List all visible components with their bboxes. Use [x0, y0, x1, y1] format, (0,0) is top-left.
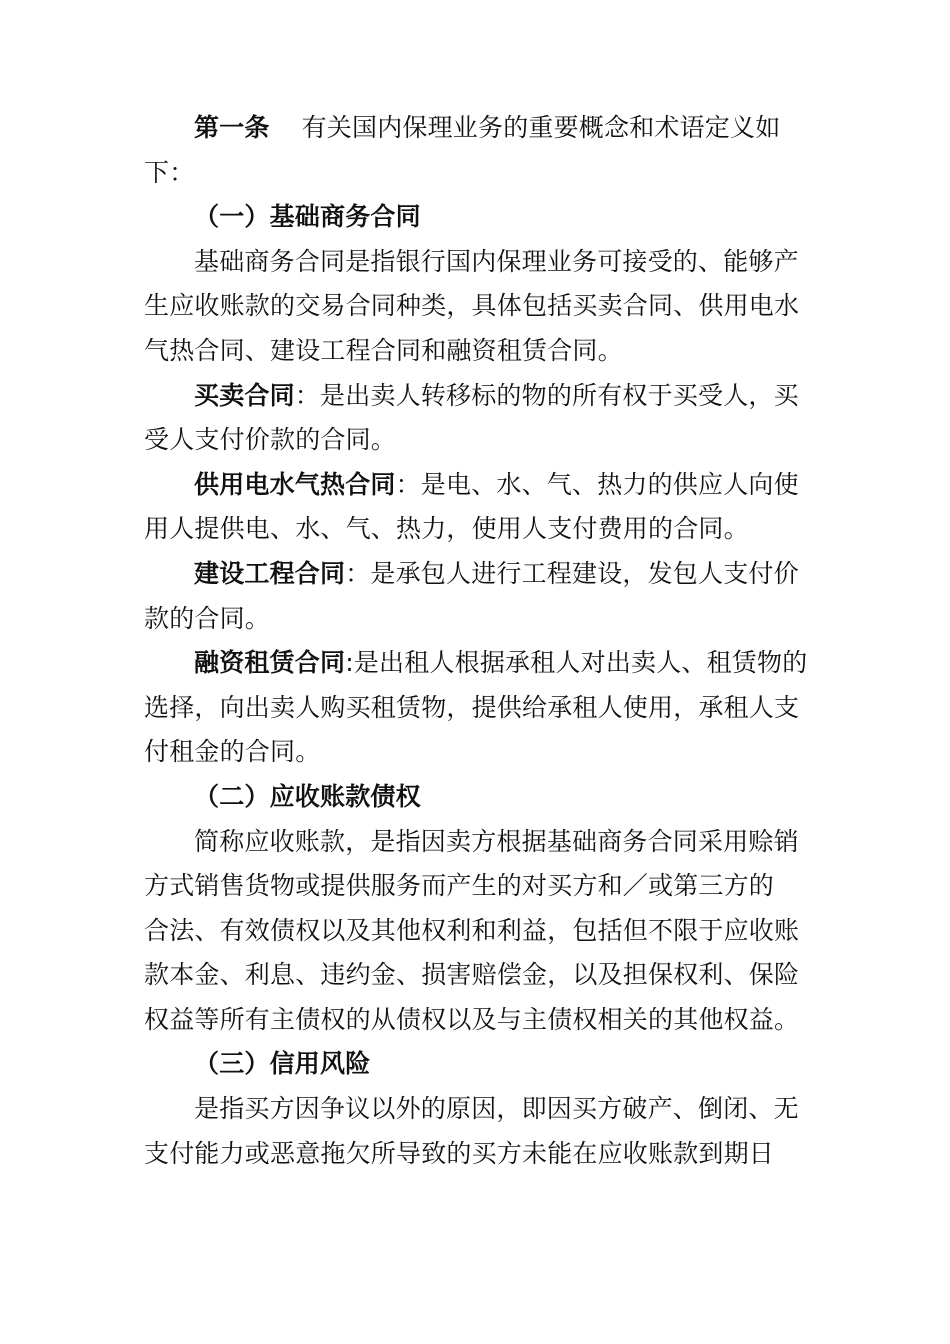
body-text: ：是电、水、气、热力的供应人向使: [395, 469, 799, 499]
bold-term: 第一条: [194, 113, 270, 142]
document-line: [144, 507, 844, 552]
bold-term: 供用电水气热合同: [194, 469, 396, 499]
document-line: [144, 686, 844, 731]
document-line: [144, 151, 844, 196]
document-body: [144, 106, 844, 1176]
bold-term: 买卖合同: [194, 380, 295, 410]
body-text: 付租金的合同。: [144, 737, 321, 767]
document-line: [144, 552, 844, 597]
body-text: 是指买方因争议以外的原因，即因买方破产、倒闭、无: [194, 1094, 799, 1124]
document-line: [144, 909, 844, 954]
body-text: 合法、有效债权以及其他权利和利益，包括但不限于应收账: [144, 915, 800, 945]
body-text: 选择，向出卖人购买租赁物，提供给承租人使用，承租人支: [144, 692, 800, 722]
document-line: [144, 1042, 844, 1087]
body-text: 有关国内保理业务的重要概念和术语定义如: [301, 113, 781, 142]
document-line: [144, 597, 844, 642]
document-line: [144, 775, 844, 820]
body-text: ：是出卖人转移标的物的所有权于买受人，买: [294, 380, 799, 410]
document-line: [144, 1087, 844, 1132]
body-text: 基础商务合同是指银行国内保理业务可接受的、能够产: [194, 246, 799, 276]
bold-term: 融资租赁合同: [194, 648, 346, 678]
document-line: [144, 1132, 844, 1177]
body-text: 方式销售货物或提供服务而产生的对买方和／或第三方的: [144, 871, 775, 901]
document-line: [144, 864, 844, 909]
bold-term: 建设工程合同: [194, 558, 346, 588]
body-text: :是出租人根据承租人对出卖人、租赁物的: [345, 648, 808, 678]
body-text: ：是承包人进行工程建设，发包人支付价: [345, 558, 799, 588]
document-line: [144, 106, 844, 151]
document-line: [144, 641, 844, 686]
document-line: [144, 195, 844, 240]
document-line: [144, 953, 844, 998]
document-line: [144, 284, 844, 329]
document-line: [144, 240, 844, 285]
document-line: [144, 998, 844, 1043]
bold-term: （一）基础商务合同: [194, 202, 421, 232]
document-line: [144, 374, 844, 419]
body-text: 用人提供电、水、气、热力，使用人支付费用的合同。: [144, 514, 749, 544]
body-text: 下：: [144, 157, 195, 187]
bold-term: （二）应收账款债权: [194, 781, 421, 811]
body-text: 支付能力或恶意拖欠所导致的买方未能在应收账款到期日: [144, 1138, 775, 1168]
body-text: 生应收账款的交易合同种类，具体包括买卖合同、供用电水: [144, 291, 800, 321]
document-line: [144, 418, 844, 463]
body-text: 受人支付价款的合同。: [144, 425, 397, 455]
body-text: 款本金、利息、违约金、损害赔偿金，以及担保权利、保险: [144, 960, 800, 990]
body-text: 款的合同。: [144, 603, 271, 633]
document-line: [144, 820, 844, 865]
bold-term: （三）信用风险: [194, 1049, 371, 1079]
body-text: 简称应收账款，是指因卖方根据基础商务合同采用赊销: [194, 826, 799, 856]
body-text: 气热合同、建设工程合同和融资租赁合同。: [144, 335, 623, 365]
body-text: 权益等所有主债权的从债权以及与主债权相关的其他权益。: [144, 1004, 800, 1034]
document-line: [144, 463, 844, 508]
document-line: [144, 329, 844, 374]
document-line: [144, 730, 844, 775]
